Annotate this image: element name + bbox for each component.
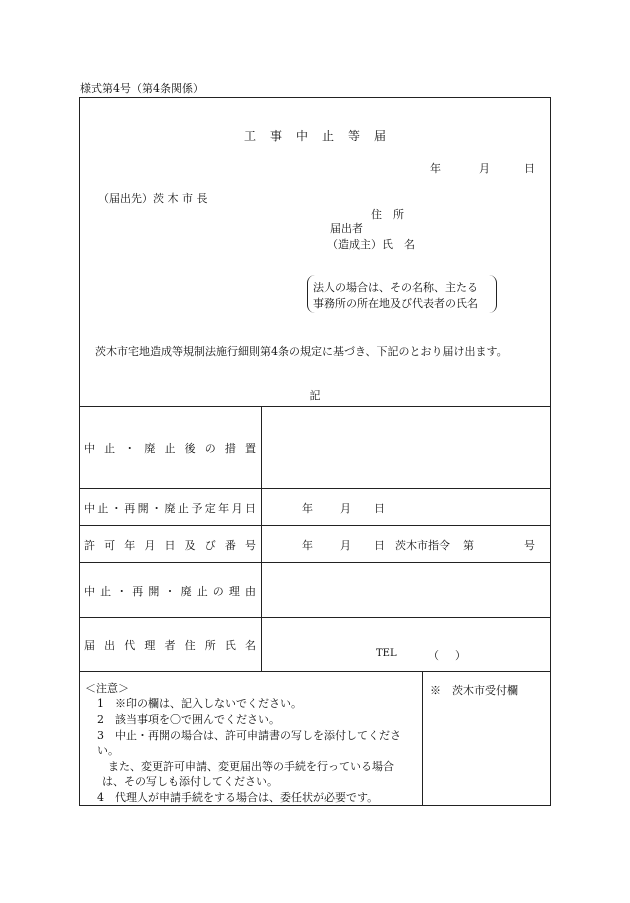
note-item-1: 1 ※印の欄は、記入しないでください。 bbox=[97, 697, 302, 710]
row-divider-5 bbox=[79, 671, 551, 672]
row-label-schedule-date: 中止・再開・廃止予定年月日 bbox=[84, 502, 256, 515]
row-label-reason: 中止・再開・廃止の理由 bbox=[84, 585, 256, 598]
schedule-day: 日 bbox=[374, 502, 385, 515]
permit-go: 号 bbox=[524, 539, 535, 552]
ki-mark: 記 bbox=[309, 389, 321, 402]
row-divider-2 bbox=[79, 525, 551, 526]
reception-field-label: ※ 茨木市受付欄 bbox=[430, 684, 518, 697]
row-divider-3 bbox=[79, 562, 551, 563]
note-item-3-extra-cont: は、その写しも添付してください。 bbox=[102, 775, 278, 788]
permit-month: 月 bbox=[340, 539, 351, 552]
form-label: 様式第4号（第4条関係） bbox=[80, 82, 204, 95]
corporate-note-line1: 法人の場合は、その名称、主たる bbox=[313, 281, 478, 294]
corporate-note-line2: 事務所の所在地及び代表者の氏名 bbox=[313, 297, 478, 310]
notes-column-divider bbox=[422, 671, 423, 806]
table-top-line bbox=[79, 406, 551, 407]
note-item-3-cont: い。 bbox=[97, 744, 119, 757]
note-item-2: 2 該当事項を〇で囲んでください。 bbox=[97, 713, 280, 726]
row-label-measures: 中止・廃止後の措置 bbox=[84, 442, 256, 455]
agent-tel-paren-close: ） bbox=[455, 649, 466, 662]
notes-heading: ＜注意＞ bbox=[85, 682, 129, 695]
note-item-4: 4 代理人が申請手続をする場合は、委任状が必要です。 bbox=[97, 791, 379, 804]
address-label: 住 所 bbox=[371, 208, 404, 221]
schedule-year: 年 bbox=[302, 502, 313, 515]
permit-year: 年 bbox=[302, 539, 313, 552]
note-item-3: 3 中止・再開の場合は、許可申請書の写しを添付してくださ bbox=[97, 729, 401, 742]
agent-tel-label: TEL bbox=[376, 648, 397, 659]
schedule-month: 月 bbox=[340, 502, 351, 515]
date-year: 年 bbox=[430, 162, 441, 175]
addressee: （届出先）茨 木 市 長 bbox=[98, 192, 208, 205]
row-divider-1 bbox=[79, 488, 551, 489]
notifier-label: 届出者 bbox=[330, 222, 363, 235]
agent-tel-paren-open: （ bbox=[428, 649, 439, 662]
permit-city-ref: 茨木市指令 bbox=[395, 539, 450, 552]
row-label-permit: 許可年月日及び番号 bbox=[84, 539, 256, 552]
label-column-divider bbox=[261, 406, 262, 671]
row-divider-4 bbox=[79, 617, 551, 618]
document-title: 工事中止等届 bbox=[243, 129, 400, 143]
date-month: 月 bbox=[479, 162, 490, 175]
permit-day: 日 bbox=[374, 539, 385, 552]
permit-dai: 第 bbox=[463, 539, 474, 552]
note-item-3-extra: また、変更許可申請、変更届出等の手続を行っている場合 bbox=[97, 760, 394, 773]
statement: 茨木市宅地造成等規制法施行細則第4条の規定に基づき、下記のとおり届け出ます。 bbox=[95, 345, 508, 358]
date-day: 日 bbox=[524, 162, 535, 175]
row-label-agent: 届出代理者住所氏名 bbox=[84, 639, 256, 652]
name-label: （造成主）氏 名 bbox=[327, 238, 415, 251]
